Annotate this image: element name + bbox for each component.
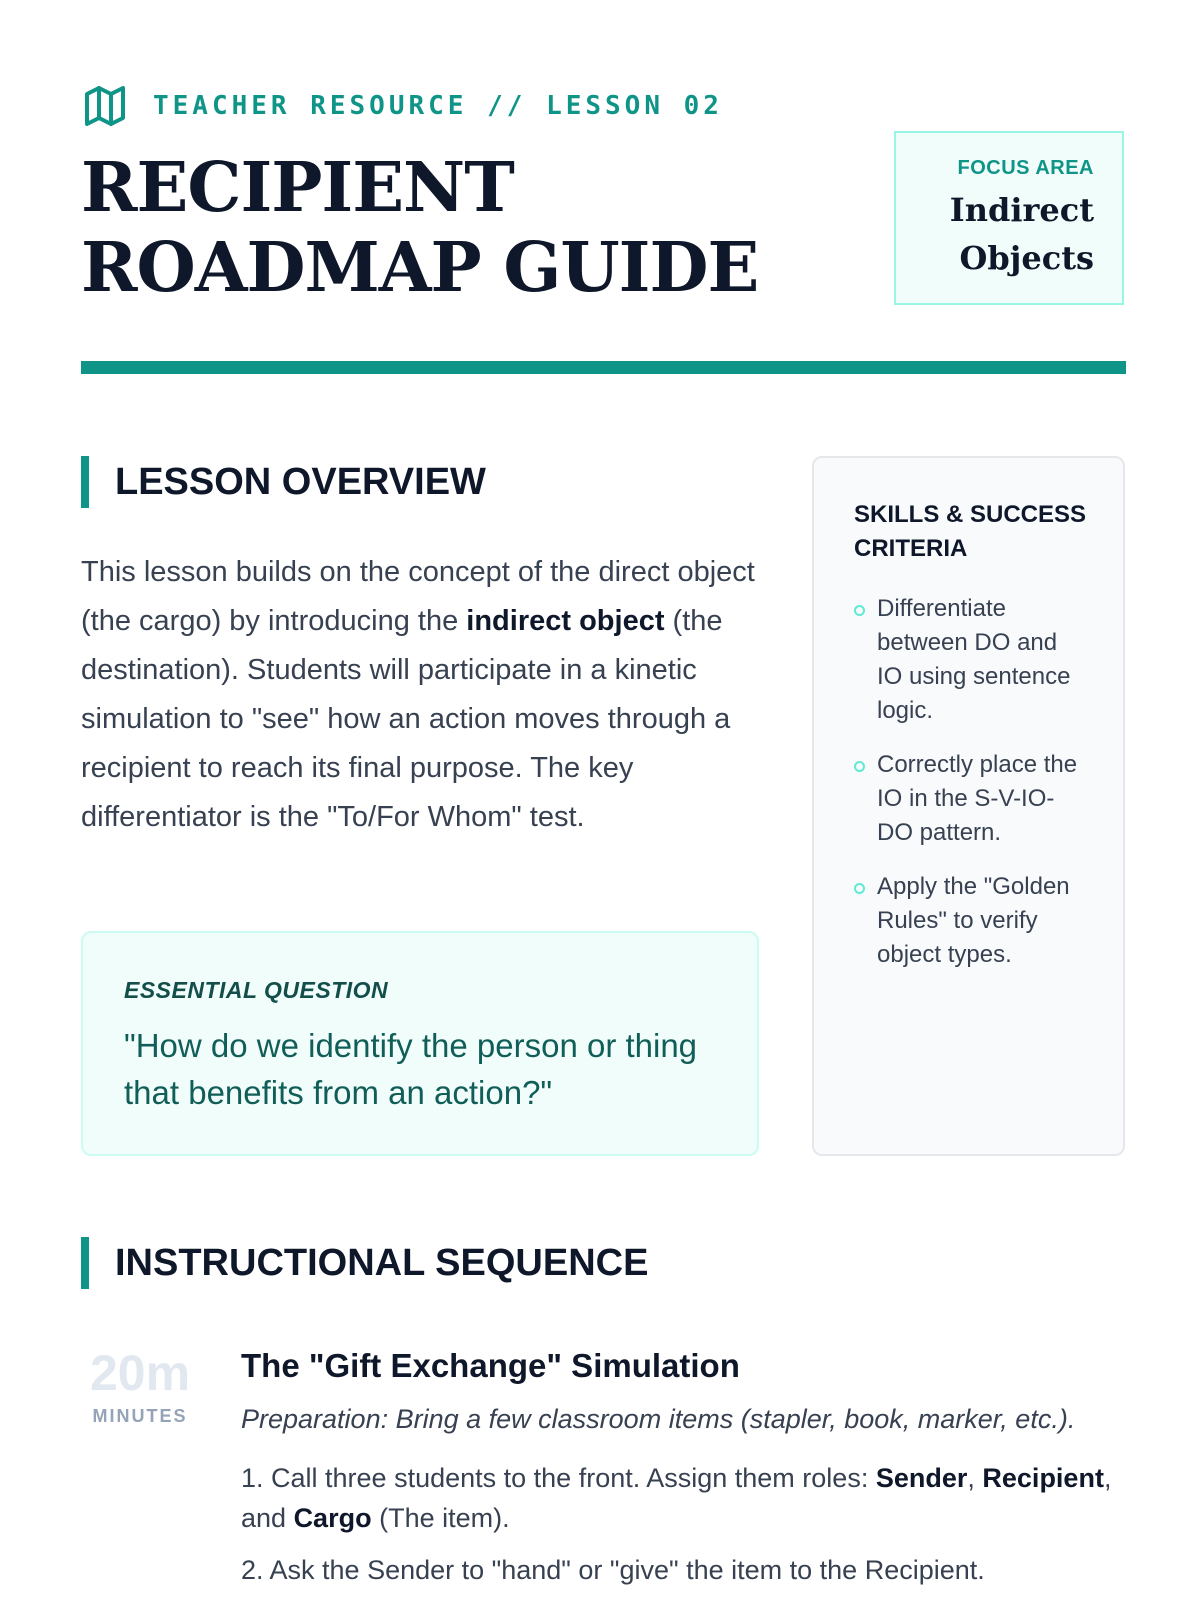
essential-question-box <box>81 931 759 1156</box>
skills-list-item <box>854 592 1089 728</box>
page-title <box>81 148 841 308</box>
section-heading-sequence: INSTRUCTIONAL SEQUENCE <box>81 1237 648 1289</box>
step-instruction-item: 2. Ask the Sender to "hand" or "give" the item to the Recipient. <box>241 1555 985 1585</box>
eyebrow-label: TEACHER RESOURCE // LESSON 02 <box>153 91 723 121</box>
step-duration-unit: MINUTES <box>92 1406 188 1426</box>
skills-list-item <box>854 748 1089 850</box>
overview-paragraph <box>81 548 771 842</box>
bullet-icon <box>854 761 865 772</box>
title-line-2: ROADMAP GUIDE <box>81 228 759 308</box>
step-body <box>241 1346 1121 1602</box>
map-icon <box>81 82 129 130</box>
role-sender: Sender <box>875 1463 968 1493</box>
title-line-1: RECIPIENT <box>81 148 514 228</box>
overview-text-1: This lesson builds on the concept of the direct object (the cargo) by introducing the <box>81 556 755 637</box>
instruction-text: 1. Call three students to the front. Assign them roles: <box>241 1463 876 1493</box>
skills-list <box>854 592 1089 972</box>
instruction-text: , and <box>241 1463 1112 1533</box>
skills-item-text: Correctly place the IO in the S-V-IO-DO pattern. <box>877 751 1078 846</box>
overview-bold-term: indirect object <box>466 605 665 637</box>
header-divider <box>81 361 1126 374</box>
focus-area-box <box>894 131 1124 305</box>
essential-question-text: "How do we identify the person or thing that benefits from an action?" <box>124 1027 698 1111</box>
step-instructions <box>241 1458 1121 1590</box>
overview-text-2: (the destination). Students will participate in a kinetic simulation to "see" how an action moves through a recipient to reach its final purpose. The key differentiator is the "To/For Whom" test. <box>81 605 731 833</box>
step-duration <box>81 1346 199 1427</box>
focus-value-line-2: Objects <box>959 239 1094 277</box>
focus-value-line-1: Indirect <box>949 191 1094 229</box>
step-title: The "Gift Exchange" Simulation <box>241 1347 740 1384</box>
skills-title: SKILLS & SUCCESS CRITERIA <box>854 501 1087 562</box>
step-preparation: Preparation: Bring a few classroom items (stapler, book, marker, etc.). <box>241 1404 1076 1434</box>
instruction-text: (The item). <box>371 1503 510 1533</box>
skills-item-text: Differentiate between DO and IO using sentence logic. <box>877 595 1071 724</box>
skills-list-item <box>854 870 1089 972</box>
bullet-icon <box>854 605 865 616</box>
bullet-icon <box>854 883 865 894</box>
focus-area-value <box>896 186 1094 282</box>
instruction-text: , <box>967 1463 983 1493</box>
lesson-page <box>81 0 1126 1600</box>
focus-area-label: FOCUS AREA <box>957 157 1094 179</box>
step-duration-value: 20m <box>89 1345 191 1401</box>
role-cargo: Cargo <box>293 1503 372 1533</box>
role-recipient: Recipient <box>982 1463 1104 1493</box>
essential-question-label: ESSENTIAL QUESTION <box>124 977 389 1003</box>
eyebrow <box>81 84 723 128</box>
skills-sidebar <box>812 456 1125 1156</box>
section-heading-overview: LESSON OVERVIEW <box>81 456 486 508</box>
step-instruction-item <box>241 1458 1121 1538</box>
skills-item-text: Apply the "Golden Rules" to verify object types. <box>877 873 1070 968</box>
